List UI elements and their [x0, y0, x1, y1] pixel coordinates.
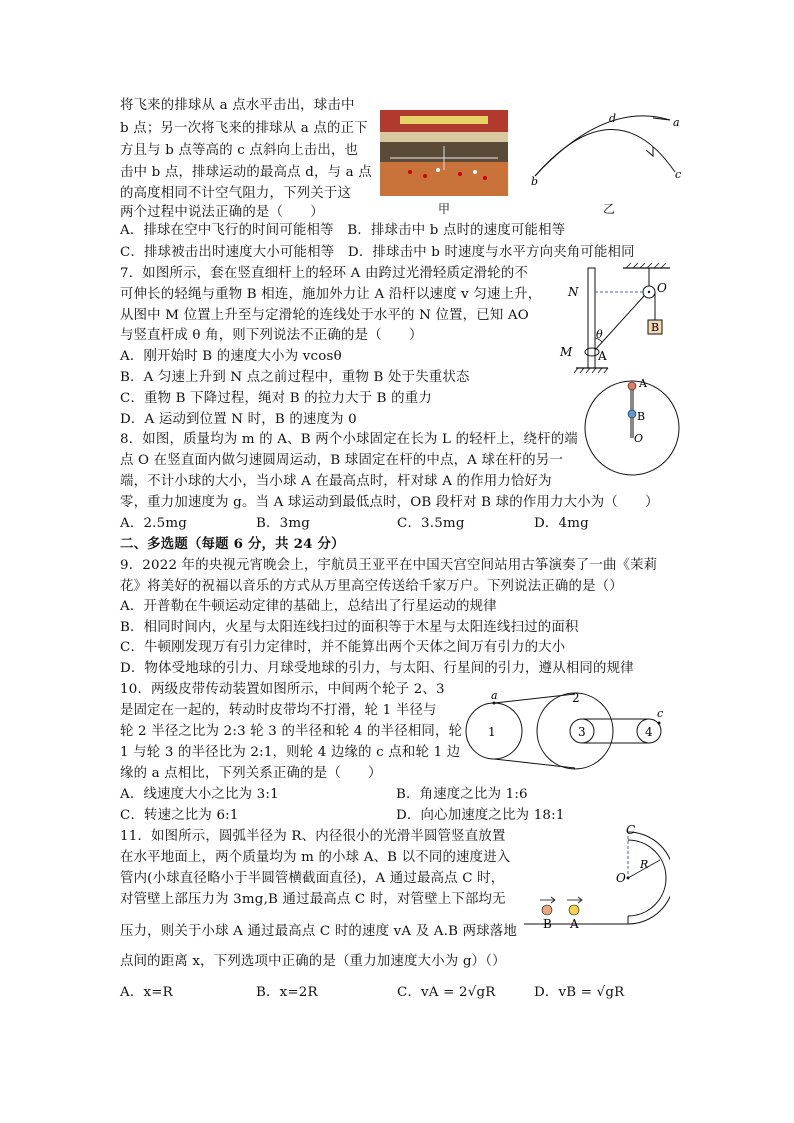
label-M: M: [560, 345, 573, 359]
q11-option-d: D．vB = √gR: [534, 985, 625, 1000]
q10-option-c: C．转速之比为 6:1: [120, 808, 239, 823]
label-O: O: [616, 871, 626, 885]
q10-line-5: 缘的 a 点相比，下列关系正确的是（ ）: [120, 766, 382, 781]
label-B: B: [651, 321, 660, 334]
q7-line-2: 可伸长的轻绳与重物 B 相连，施加外力让 A 沿杆以速度 v 匀速上升，: [120, 287, 542, 302]
q10-option-d: D．向心加速度之比为 18:1: [396, 808, 565, 823]
q8-option-b: B．3mg: [256, 516, 311, 531]
q7-option-b: B．A 匀速上升到 N 点之前过程中，重物 B 处于失重状态: [120, 370, 470, 385]
point-c-on-wheel-4: c: [657, 707, 664, 720]
q11-line-1: 11．如图所示，圆弧半径为 R、内径很小的光滑半圆管竖直放置: [120, 829, 506, 844]
q6-options-cd: C．排球被击出时速度大小可能相等 D．排球击中 b 时速度与水平方向夹角可能相同: [120, 245, 635, 260]
q8-line-4: 零，重力加速度为 g。当 A 球运动到最低点时，OB 段杆对 B 球的作用力大小为（ ）: [120, 495, 659, 510]
q9-option-b: B．相同时间内，火星与太阳连线扫过的面积等于木星与太阳连线扫过的面积: [120, 620, 579, 635]
q7-option-a: A．刚开始时 B 的速度大小为 vcosθ: [120, 349, 342, 364]
q10-line-4: 1 与轮 3 的半径比为 2:1，则轮 4 边缘的 c 点和轮 1 边: [120, 745, 461, 760]
fig-jia-caption: 甲: [438, 202, 451, 216]
q7-option-c: C．重物 B 下降过程，绳对 B 的拉力大于 B 的重力: [120, 391, 432, 406]
q11-line-6: 点间的距离 x，下列选项中正确的是（重力加速度大小为 g）（）: [120, 954, 506, 969]
label-pivot-O: O: [634, 432, 644, 445]
q6-line-1: 将飞来的排球从 a 点水平击出，球击中: [120, 98, 355, 113]
label-C: C: [626, 824, 636, 837]
label-O: O: [657, 281, 667, 295]
wheel-2-label: 2: [572, 691, 580, 705]
q11-option-b: B．x=2R: [256, 985, 318, 1000]
q9-line-2: 花》将美好的祝福以音乐的方式从万里高空传送给千家万户。下列说法正确的是（）: [120, 579, 623, 594]
section-multiple-choice-title: 二、多选题（每题 6 分，共 24 分）: [120, 536, 345, 552]
half-pipe-diagram: [520, 824, 670, 936]
wheel-4-label: 4: [645, 725, 653, 739]
q10-option-a: A．线速度大小之比为 3:1: [120, 787, 279, 802]
point-a-label: a: [673, 116, 680, 129]
q7-option-d: D．A 运动到位置 N 时，B 的速度为 0: [120, 412, 357, 427]
belt-drive-diagram: [462, 686, 672, 778]
q8-line-2: 点 O 在竖直面内做匀速圆周运动，B 球固定在杆的中点，A 球在杆的另一: [120, 453, 564, 468]
q6-line-3: 方且与 b 点等高的 c 点斜向上击出，也: [120, 143, 359, 158]
label-ball-A: A: [570, 917, 579, 931]
q11-line-2: 在水平地面上，两个质量均为 m 的小球 A、B 以不同的速度进入: [120, 850, 511, 865]
wheel-1-label: 1: [488, 725, 496, 739]
q6-options-ab: A．排球在空中飞行的时间可能相等 B．排球击中 b 点时的速度可能相等: [120, 223, 566, 238]
q6-line-6: 两个过程中说法正确的是（ ）: [120, 205, 324, 220]
q11-option-c: C．vA = 2√gR: [397, 985, 496, 1000]
q11-option-a: A．x=R: [120, 985, 173, 1000]
pulley-diagram: [548, 262, 678, 380]
point-a-on-wheel-1: a: [491, 689, 498, 702]
q6-line-4: 击中 b 点，排球运动的最高点 d，与 a 点: [120, 165, 372, 180]
q8-option-d: D．4mg: [534, 516, 589, 531]
label-ball-B: B: [543, 917, 552, 931]
point-c-label: c: [675, 168, 682, 181]
q7-line-3: 从图中 M 位置上升至与定滑轮的连线处于水平的 N 位置，已知 AO: [120, 308, 529, 323]
q10-option-b: B．角速度之比为 1:6: [396, 787, 528, 802]
label-ball-A: A: [639, 378, 647, 390]
q8-option-c: C．3.5mg: [397, 516, 465, 531]
q9-option-d: D．物体受地球的引力、月球受地球的引力，与太阳、行星间的引力，遵从相同的规律: [120, 661, 634, 676]
q9-option-a: A．开普勒在牛顿运动定律的基础上，总结出了行星运动的规律: [120, 599, 497, 614]
q8-option-a: A．2.5mg: [120, 516, 188, 531]
wheel-3-label: 3: [578, 725, 586, 739]
q9-line-1: 9．2022 年的央视元宵晚会上，宇航员王亚平在中国天宫空间站用古筝演奏了一曲《茉莉: [120, 558, 658, 573]
trajectory-diagram: [525, 110, 695, 190]
q6-line-5: 的高度相同不计空气阻力，下列关于这: [120, 186, 352, 201]
q9-option-c: C．牛顿刚发现万有引力定律时，并不能算出两个天体之间万有引力的大小: [120, 640, 566, 655]
q7-line-1: 7．如图所示，套在竖直细杆上的轻环 A 由跨过光滑轻质定滑轮的不: [120, 266, 529, 281]
q11-line-3: 管内(小球直径略小于半圆管横截面直径)，A 通过最高点 C 时，: [120, 871, 505, 886]
q7-line-4: 与竖直杆成 θ 角，则下列说法不正确的是（ ）: [120, 328, 423, 343]
point-b-label: b: [531, 175, 539, 188]
fig-yi-caption: 乙: [603, 202, 616, 216]
q8-line-1: 8．如图，质量均为 m 的 A、B 两个小球固定在长为 L 的轻杆上，绕杆的端: [120, 432, 578, 447]
q11-line-5: 压力，则关于小球 A 通过最高点 C 时的速度 vA 及 A.B 两球落地: [120, 924, 517, 939]
q10-line-1: 10．两级皮带传动装置如图所示，中间两个轮子 2、3: [120, 682, 445, 697]
volleyball-photo: [380, 110, 508, 196]
q10-line-2: 是固定在一起的，转动时皮带均不打滑，轮 1 半径与: [120, 703, 437, 718]
q8-line-3: 端，不计小球的大小，当小球 A 在最高点时，杆对球 A 的作用力恰好为: [120, 474, 552, 489]
q10-line-3: 轮 2 半径之比为 2:3 轮 3 的半径和轮 4 的半径相同，轮: [120, 724, 463, 739]
label-ball-B: B: [637, 410, 646, 423]
q6-line-2: b 点；另一次将飞来的排球从 a 点的正下: [120, 121, 368, 136]
label-R: R: [640, 858, 649, 871]
point-d-label: d: [609, 112, 617, 125]
label-theta: θ: [596, 328, 603, 341]
label-A: A: [598, 349, 607, 363]
q11-line-4: 对管壁上部压力为 3mg,B 通过最高点 C 时，对管壁上下部均无: [120, 892, 506, 907]
label-N: N: [568, 285, 579, 299]
circular-motion-diagram: [583, 378, 683, 478]
